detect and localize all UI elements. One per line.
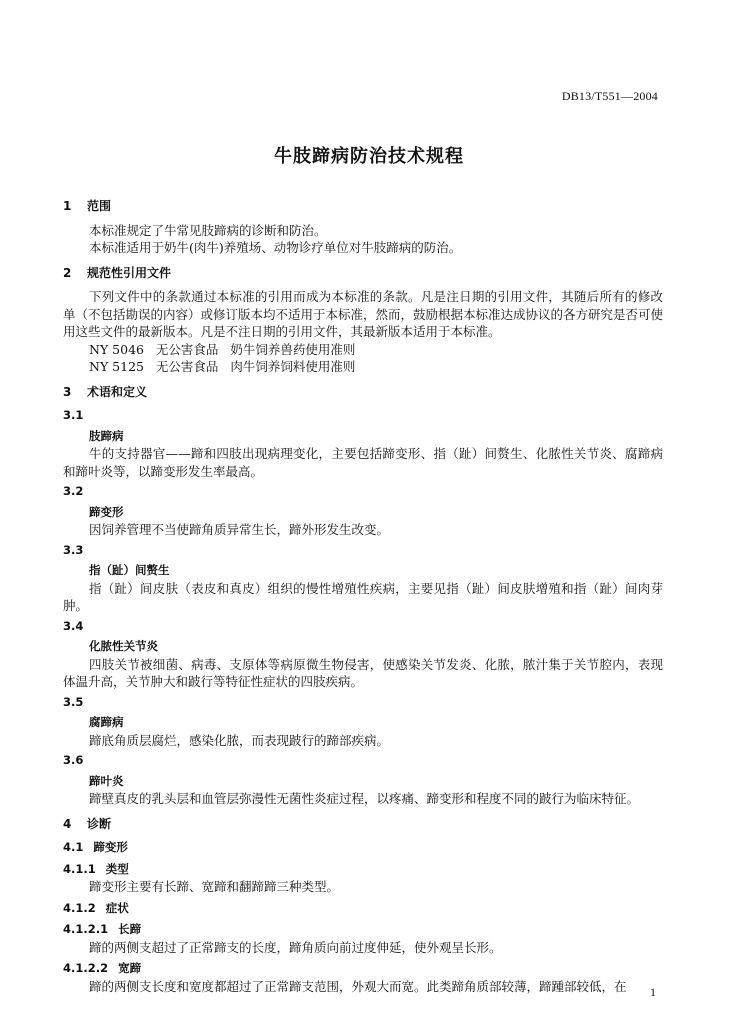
- section-title: 规范性引用文件: [87, 265, 172, 280]
- subsection-heading: [63, 960, 663, 978]
- term-number: 3.3: [63, 542, 84, 557]
- section-number: 2: [63, 265, 72, 280]
- subsection-number: 4.1: [63, 840, 84, 854]
- term-definition: 因饲养管理不当使蹄角质异常生长，蹄外形发生改变。: [89, 522, 390, 537]
- reference-item: NY 5046 无公害食品 奶牛饲养兽药使用准则: [89, 341, 356, 357]
- subsection-title: 类型: [105, 861, 129, 876]
- document-body: [63, 198, 663, 995]
- term-name: 腐蹄病: [89, 715, 124, 729]
- term-definition: 牛的支持器官——蹄和四肢出现病理变化，主要包括蹄变形、指（趾）间赘生、化脓性关节炎、腐蹄病和蹄叶炎等，以蹄变形发生率最高。: [63, 446, 663, 479]
- term-number: 3.5: [63, 694, 84, 709]
- term-definition: 蹄底角质层腐烂，感染化脓，而表现跛行的蹄部疾病。: [89, 732, 390, 748]
- section-title: 范围: [87, 199, 112, 213]
- subsection-title: 宽蹄: [118, 961, 142, 975]
- document-code: DB13/T551—2004: [561, 89, 658, 103]
- document-title: 牛肢蹄病防治技术规程: [274, 146, 464, 167]
- paragraph: 本标准规定了牛常见肢蹄病的诊断和防治。: [89, 222, 327, 238]
- term-number: 3.2: [63, 484, 84, 498]
- term-number: 3.1: [63, 408, 84, 422]
- subsection-heading: [63, 921, 663, 939]
- term-definition: 指（趾）间皮肤（表皮和真皮）组织的慢性增殖性疾病，主要见指（趾）间皮肤增殖和指（趾）间肉芽肿。: [63, 580, 663, 613]
- term-number: 3.4: [63, 618, 84, 633]
- section-heading: [63, 816, 663, 834]
- section-heading: [63, 265, 663, 283]
- term-name: 指（趾）间赘生: [89, 563, 170, 577]
- term-name: 化脓性关节炎: [89, 639, 158, 653]
- term-definition: 四肢关节被细菌、病毒、支原体等病原微生物侵害，使感染关节发炎、化脓，脓汁集于关节腔内，表现体温升高，关节肿大和跛行等特征性症状的四肢疾病。: [63, 656, 663, 689]
- term-name: 蹄叶炎: [89, 773, 124, 788]
- section-title: 诊断: [87, 816, 112, 831]
- section-heading: [63, 384, 663, 402]
- subsection-number: 4.1.2.2: [63, 961, 109, 975]
- term-number: 3.6: [63, 753, 84, 767]
- reference-item: NY 5125 无公害食品 肉牛饲养饲料使用准则: [89, 359, 356, 374]
- term-name: 蹄变形: [89, 504, 124, 519]
- section-number: 3: [63, 384, 72, 399]
- section-heading: [63, 198, 663, 216]
- subsection-heading: [63, 900, 663, 918]
- term-definition: 蹄壁真皮的乳头层和血管层弥漫性无菌性炎症过程，以疼痛、蹄变形和程度不同的跛行为临床特征。: [89, 791, 640, 806]
- section-title: 术语和定义: [87, 384, 148, 399]
- subsection-number: 4.1.2: [63, 900, 96, 915]
- page-number: 1: [650, 985, 656, 999]
- paragraph: 本标准适用于奶牛(肉牛)养殖场、动物诊疗单位对牛肢蹄病的防治。: [89, 240, 462, 255]
- subsection-number: 4.1.1: [63, 861, 96, 876]
- paragraph: 蹄的两侧支超过了正常蹄支的长度，蹄角质向前过度伸延，使外观呈长形。: [89, 939, 502, 955]
- paragraph: 蹄变形主要有长蹄、宽蹄和翻蹄蹄三种类型。: [89, 879, 340, 894]
- subsection-title: 症状: [105, 900, 129, 915]
- subsection-heading: [63, 839, 663, 857]
- subsection-title: 蹄变形: [93, 840, 128, 854]
- term-name: 肢蹄病: [89, 428, 124, 443]
- subsection-title: 长蹄: [118, 922, 142, 936]
- paragraph: 蹄的两侧支长度和宽度都超过了正常蹄支范围，外观大而宽。此类蹄角质部较薄，蹄踵部较低，在: [89, 978, 627, 994]
- subsection-heading: [63, 861, 663, 879]
- subsection-number: 4.1.2.1: [63, 922, 109, 936]
- section-number: 1: [63, 199, 72, 213]
- paragraph: 下列文件中的条款通过本标准的引用而成为本标准的条款。凡是注日期的引用文件，其随后所有的修改单（不包括勘误的内容）或修订版本均不适用于本标准，然而，鼓励根据本标准达成协议的各方研究是否可使用这些文件的最新版本。凡是不注日期的引用文件，其最新版本适用于本标准。: [63, 289, 664, 339]
- section-number: 4: [63, 816, 72, 831]
